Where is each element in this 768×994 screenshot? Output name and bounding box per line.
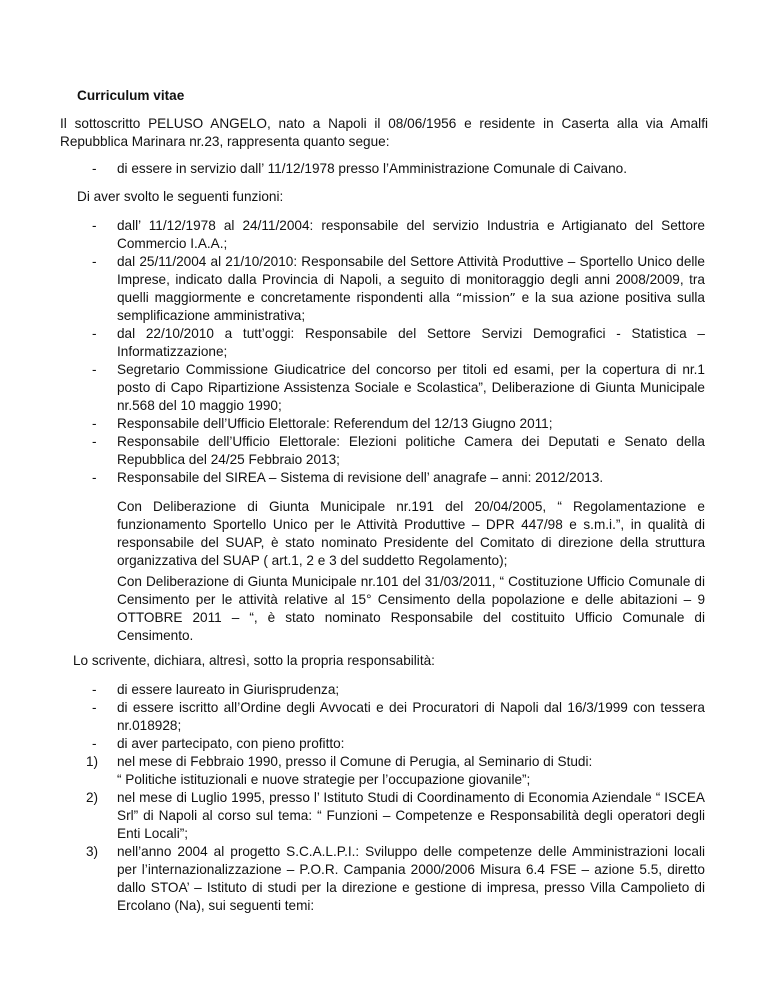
list-item: [92, 681, 705, 699]
censimento-paragraph: Con Deliberazione di Giunta Municipale nr.101 del 31/03/2011, “ Costituzione Ufficio Comunale di Censimento per le attività relative al 15° Censimento della popolazione e delle abitazioni – 9 OTTOBRE 2011 – “, è stato nominato Responsabile del costituito Ufficio Comunale di Censimento.: [117, 574, 705, 643]
dash-bullet: -: [92, 416, 97, 431]
numbered-text: nel mese di Febbraio 1990, presso il Comune di Perugia, al Seminario di Studi:: [117, 754, 593, 769]
item-number: 3): [86, 844, 99, 859]
numbered-item: [86, 789, 705, 843]
mission-tail: e la sua azione positiva sulla semplificazione amministrativa;: [117, 290, 705, 323]
numbered-text: “ Politiche istituzionali e nuove strategie per l’occupazione giovanile”;: [117, 772, 531, 787]
list-item: [92, 361, 705, 415]
item-number: 1): [86, 754, 99, 769]
dash-bullet: -: [92, 218, 97, 233]
list-item: [92, 433, 705, 469]
dash-bullet: -: [92, 470, 97, 485]
dash-bullet: -: [92, 326, 97, 341]
list-item: [92, 217, 705, 253]
function-text: dal 22/10/2010 a tutt’oggi: Responsabile del Settore Servizi Demografici - Statistica – Informatizzazione;: [117, 326, 705, 359]
document-title: Curriculum vitae: [77, 88, 185, 103]
numbered-item-continuation: [117, 771, 705, 789]
functions-heading: Di aver svolto le seguenti funzioni:: [77, 189, 284, 204]
dash-bullet: -: [92, 362, 97, 377]
declaration-text: di aver partecipato, con pieno profitto:: [117, 736, 345, 751]
function-text: Responsabile del SIREA – Sistema di revisione dell’ anagrafe – anni: 2012/2013.: [117, 470, 604, 485]
declaration-text: di essere laureato in Giurisprudenza;: [117, 682, 340, 697]
service-text: di essere in servizio dall’ 11/12/1978 presso l’Amministrazione Comunale di Caivano.: [117, 161, 628, 176]
list-item: [92, 160, 705, 178]
list-item: [92, 699, 705, 735]
numbered-item: [86, 753, 705, 771]
dash-bullet: -: [92, 254, 97, 269]
dash-bullet: -: [92, 682, 97, 697]
function-text: Responsabile dell’Ufficio Elettorale: Referendum del 12/13 Giugno 2011;: [117, 416, 553, 431]
item-number: 2): [86, 790, 99, 805]
declaration-heading: Lo scrivente, dichiara, altresì, sotto la propria responsabilità:: [73, 653, 435, 668]
numbered-text: nel mese di Luglio 1995, presso l’ Istituto Studi di Coordinamento di Economia Aziendale “ ISCEA Srl” di Napoli al corso sul tema: “ Funzioni – Competenze e Responsabilità degli operatori degli Enti Locali”;: [117, 790, 705, 841]
dash-bullet: -: [92, 161, 97, 176]
declaration-text: di essere iscritto all’Ordine degli Avvocati e dei Procuratori di Napoli dal 16/3/1999 con tessera nr.018928;: [117, 700, 705, 733]
mission-word: “mission”: [455, 290, 516, 305]
function-text: Responsabile dell’Ufficio Elettorale: Elezioni politiche Camera dei Deputati e Senato della Repubblica del 24/25 Febbraio 2013;: [117, 434, 705, 467]
function-text: dal 25/11/2004 al 21/10/2010: Responsabile del Settore Attività Produttive – Sportello Unico delle Imprese, indicato dalla Provincia di Napoli, a seguito di monitoraggio degli anni 2008/2009, tra quelli maggiormente e concretamente rispondenti alla: [117, 254, 705, 305]
dash-bullet: -: [92, 700, 97, 715]
list-item: [92, 253, 705, 325]
intro-paragraph: Il sottoscritto PELUSO ANGELO, nato a Napoli il 08/06/1956 e residente in Caserta alla via Amalfi Repubblica Marinara nr.23, rappresenta quanto segue:: [60, 116, 708, 149]
suap-paragraph: Con Deliberazione di Giunta Municipale nr.191 del 20/04/2005, “ Regolamentazione e funzionamento Sportello Unico per le Attività Produttive – DPR 447/98 e s.m.i.”, in qualità di responsabile del SUAP, è stato nominato Presidente del Comitato di direzione della struttura organizzativa del SUAP ( art.1, 2 e 3 del suddetto Regolamento);: [117, 499, 705, 568]
dash-bullet: -: [92, 736, 97, 751]
function-text: Segretario Commissione Giudicatrice del concorso per titoli ed esami, per la copertura di nr.1 posto di Capo Ripartizione Assistenza Sociale e Scolastica”, Deliberazione di Giunta Municipale nr.568 del 10 maggio 1990;: [117, 362, 705, 413]
list-item: [92, 469, 705, 487]
numbered-text: nell’anno 2004 al progetto S.C.A.L.P.I.: Sviluppo delle competenze delle Amministrazioni locali per l’internazionalizzazione – P.O.R. Campania 2000/2006 Misura 6.4 FSE – azione 5.5, diretto dallo STOA’ – Istituto di studi per la direzione e gestione di impresa, presso Villa Campolieto di Ercolano (Na), sui seguenti temi:: [117, 844, 705, 913]
list-item: [92, 325, 705, 361]
list-item: [92, 415, 705, 433]
list-item: [92, 735, 705, 753]
function-text: dall’ 11/12/1978 al 24/11/2004: responsabile del servizio Industria e Artigianato del Settore Commercio I.A.A.;: [117, 218, 705, 251]
dash-bullet: -: [92, 434, 97, 449]
numbered-item: [86, 843, 705, 915]
